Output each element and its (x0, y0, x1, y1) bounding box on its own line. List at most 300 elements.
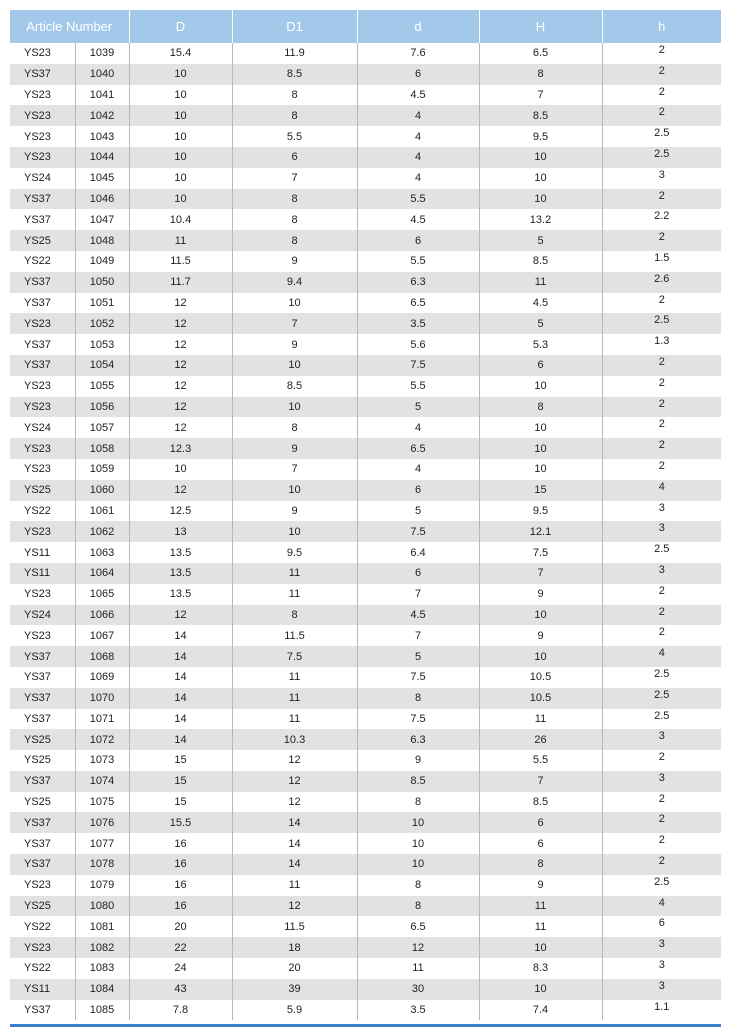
D1-cell: 18 (232, 937, 357, 958)
D1-cell: 11 (232, 875, 357, 896)
H-cell: 6 (479, 833, 602, 854)
D-cell: 10 (129, 126, 232, 147)
article-cell: 1066 (75, 605, 129, 626)
table-row (10, 397, 721, 418)
table-row (10, 105, 721, 126)
d-cell: 4 (357, 105, 479, 126)
table-bottom-rule (10, 1024, 721, 1027)
table-row (10, 1000, 721, 1021)
D-cell: 14 (129, 646, 232, 667)
h-cell: 2 (602, 105, 721, 126)
table-body (10, 43, 721, 1020)
table-header (10, 10, 721, 43)
d-cell: 8 (357, 896, 479, 917)
article-cell: 1050 (75, 272, 129, 293)
table-row (10, 376, 721, 397)
series-cell: YS23 (10, 937, 75, 958)
H-cell: 11 (479, 916, 602, 937)
series-cell: YS37 (24, 671, 51, 684)
table-row (10, 126, 721, 147)
series-cell: YS37 (24, 1004, 51, 1017)
D-cell: 15 (129, 792, 232, 813)
table-row (10, 771, 721, 792)
h-cell: 2 (602, 397, 721, 418)
D1-cell: 11 (232, 709, 357, 730)
h-cell: 3 (602, 771, 721, 792)
d-cell: 7.5 (357, 709, 479, 730)
h-cell: 3 (602, 729, 721, 750)
d-cell: 11 (357, 958, 479, 979)
H-cell: 7.5 (479, 542, 602, 563)
article-cell: 1080 (75, 896, 129, 917)
D-cell: 12.5 (129, 501, 232, 522)
article-cell: 1064 (75, 563, 129, 584)
h-cell: 2 (602, 750, 721, 771)
H-cell: 10 (479, 937, 602, 958)
table-row (10, 875, 721, 896)
D1-cell: 9.5 (232, 542, 357, 563)
H-cell: 4.5 (479, 293, 602, 314)
article-cell: 1070 (75, 688, 129, 709)
table-row (10, 355, 721, 376)
d-cell: 9 (357, 750, 479, 771)
table-row (10, 272, 721, 293)
series-cell: YS11 (10, 979, 75, 1000)
H-cell: 10 (479, 605, 602, 626)
article-cell: 1049 (75, 251, 129, 272)
D1-cell: 8 (232, 417, 357, 438)
D1-cell: 8 (232, 209, 357, 230)
article-cell: 1056 (75, 397, 129, 418)
spec-table-container (10, 10, 721, 1020)
series-cell: YS23 (24, 88, 51, 101)
h-cell: 2 (602, 605, 721, 626)
d-cell: 5.5 (357, 189, 479, 210)
D-cell: 14 (129, 688, 232, 709)
table-row (10, 64, 721, 85)
article-cell: 1045 (75, 168, 129, 189)
D-cell: 14 (129, 729, 232, 750)
article-cell: 1085 (75, 1000, 129, 1021)
D-cell: 12 (129, 334, 232, 355)
h-cell: 1.5 (602, 251, 721, 272)
spec-table (10, 10, 721, 1020)
article-cell: 1042 (75, 105, 129, 126)
D-cell: 10 (129, 85, 232, 106)
table-row (10, 667, 721, 688)
article-cell: 1060 (75, 480, 129, 501)
h-cell: 2 (602, 584, 721, 605)
H-cell: 15 (479, 480, 602, 501)
article-cell: 1077 (75, 833, 129, 854)
D-cell: 14 (129, 625, 232, 646)
series-cell: YS25 (24, 796, 51, 809)
D-cell: 10 (129, 64, 232, 85)
article-cell: 1074 (75, 771, 129, 792)
table-row (10, 646, 721, 667)
H-cell: 5.3 (479, 334, 602, 355)
series-cell: YS23 (24, 629, 51, 642)
series-cell: YS25 (10, 480, 75, 501)
h-cell: 4 (602, 646, 721, 667)
D-cell: 16 (129, 833, 232, 854)
h-cell: 2 (602, 189, 721, 210)
series-cell: YS23 (10, 105, 75, 126)
D1-cell: 9 (232, 251, 357, 272)
h-cell: 2.5 (602, 126, 721, 147)
series-cell: YS37 (10, 812, 75, 833)
D1-cell: 9.4 (232, 272, 357, 293)
table-row (10, 501, 721, 522)
D-cell: 7.8 (129, 1000, 232, 1021)
h-cell: 2 (602, 812, 721, 833)
h-cell: 3 (602, 958, 721, 979)
D1-cell: 8 (232, 85, 357, 106)
D1-cell: 7 (232, 459, 357, 480)
H-cell: 6.5 (479, 43, 602, 64)
h-cell: 2 (602, 792, 721, 813)
d-cell: 5.5 (357, 251, 479, 272)
D-cell: 16 (129, 875, 232, 896)
table-row (10, 584, 721, 605)
article-cell: 1040 (75, 64, 129, 85)
D1-cell: 11 (232, 563, 357, 584)
D1-cell: 14 (232, 854, 357, 875)
H-cell: 9.5 (479, 501, 602, 522)
table-row (10, 313, 721, 334)
series-cell: YS24 (24, 172, 51, 185)
D1-cell: 11 (232, 667, 357, 688)
h-cell: 2 (602, 43, 721, 64)
D1-cell: 7 (232, 168, 357, 189)
table-row (10, 709, 721, 730)
H-cell: 9 (479, 875, 602, 896)
h-cell: 3 (602, 979, 721, 1000)
d-cell: 8 (357, 688, 479, 709)
table-row (10, 792, 721, 813)
d-cell: 4 (357, 126, 479, 147)
D-cell: 13.5 (129, 584, 232, 605)
D1-cell: 8.5 (232, 64, 357, 85)
article-cell: 1084 (75, 979, 129, 1000)
d-cell: 6 (357, 230, 479, 251)
d-cell: 10 (357, 812, 479, 833)
series-cell: YS23 (24, 588, 51, 601)
series-cell: YS23 (10, 313, 75, 334)
H-cell: 9 (479, 584, 602, 605)
article-cell: 1072 (75, 729, 129, 750)
article-cell: 1048 (75, 230, 129, 251)
D-cell: 10 (129, 168, 232, 189)
H-cell: 9 (479, 625, 602, 646)
D-cell: 14 (129, 667, 232, 688)
d-cell: 4.5 (357, 209, 479, 230)
series-cell: YS23 (24, 463, 51, 476)
D-cell: 13 (129, 521, 232, 542)
series-cell: YS37 (24, 338, 51, 351)
D-cell: 16 (129, 854, 232, 875)
H-cell: 11 (479, 896, 602, 917)
H-cell: 7 (479, 85, 602, 106)
article-cell: 1065 (75, 584, 129, 605)
series-cell: YS23 (10, 521, 75, 542)
D-cell: 24 (129, 958, 232, 979)
D-cell: 14 (129, 709, 232, 730)
table-row (10, 833, 721, 854)
H-cell: 10.5 (479, 688, 602, 709)
series-cell: YS25 (10, 896, 75, 917)
H-cell: 8.5 (479, 792, 602, 813)
h-cell: 2.5 (602, 667, 721, 688)
h-cell: 3 (602, 501, 721, 522)
d-cell: 3.5 (357, 1000, 479, 1021)
table-row (10, 563, 721, 584)
article-cell: 1071 (75, 709, 129, 730)
H-cell: 8 (479, 854, 602, 875)
H-cell: 6 (479, 355, 602, 376)
D-cell: 16 (129, 896, 232, 917)
article-cell: 1068 (75, 646, 129, 667)
H-cell: 7 (479, 563, 602, 584)
D1-cell: 6 (232, 147, 357, 168)
article-cell: 1039 (75, 43, 129, 64)
H-cell: 26 (479, 729, 602, 750)
D-cell: 10 (129, 459, 232, 480)
article-cell: 1063 (75, 542, 129, 563)
D-cell: 20 (129, 916, 232, 937)
article-cell: 1052 (75, 313, 129, 334)
series-cell: YS22 (24, 255, 51, 268)
article-cell: 1059 (75, 459, 129, 480)
table-row (10, 625, 721, 646)
h-cell: 2.2 (602, 209, 721, 230)
d-cell: 30 (357, 979, 479, 1000)
table-row (10, 688, 721, 709)
table-row (10, 729, 721, 750)
d-cell: 6.5 (357, 438, 479, 459)
H-cell: 10 (479, 168, 602, 189)
header-d: d (357, 10, 479, 43)
D-cell: 12 (129, 417, 232, 438)
series-cell: YS23 (10, 147, 75, 168)
D1-cell: 10 (232, 355, 357, 376)
D1-cell: 8 (232, 230, 357, 251)
article-cell: 1041 (75, 85, 129, 106)
series-cell: YS37 (24, 837, 51, 850)
D-cell: 22 (129, 937, 232, 958)
d-cell: 7 (357, 625, 479, 646)
series-cell: YS37 (24, 712, 51, 725)
H-cell: 10.5 (479, 667, 602, 688)
article-cell: 1051 (75, 293, 129, 314)
table-row (10, 251, 721, 272)
table-row (10, 293, 721, 314)
header-h: h (602, 10, 721, 43)
article-cell: 1067 (75, 625, 129, 646)
header-H: H (479, 10, 602, 43)
D1-cell: 8 (232, 105, 357, 126)
h-cell: 2 (602, 417, 721, 438)
D1-cell: 10 (232, 293, 357, 314)
D1-cell: 10 (232, 521, 357, 542)
series-cell: YS23 (24, 879, 51, 892)
d-cell: 7.5 (357, 667, 479, 688)
H-cell: 8.5 (479, 251, 602, 272)
series-cell: YS22 (24, 962, 51, 975)
table-row (10, 147, 721, 168)
D1-cell: 11.5 (232, 916, 357, 937)
H-cell: 10 (479, 438, 602, 459)
D1-cell: 8.5 (232, 376, 357, 397)
d-cell: 8 (357, 875, 479, 896)
D1-cell: 11 (232, 688, 357, 709)
D1-cell: 8 (232, 189, 357, 210)
d-cell: 4 (357, 168, 479, 189)
table-row (10, 854, 721, 875)
table-row (10, 459, 721, 480)
table-row (10, 605, 721, 626)
h-cell: 2.5 (602, 147, 721, 168)
series-cell: YS11 (24, 546, 51, 559)
D1-cell: 11 (232, 584, 357, 605)
H-cell: 10 (479, 189, 602, 210)
D-cell: 12 (129, 397, 232, 418)
table-row (10, 43, 721, 64)
series-cell: YS25 (24, 754, 51, 767)
d-cell: 4.5 (357, 605, 479, 626)
article-cell: 1043 (75, 126, 129, 147)
d-cell: 6.5 (357, 293, 479, 314)
article-cell: 1075 (75, 792, 129, 813)
H-cell: 12.1 (479, 521, 602, 542)
h-cell: 1.3 (602, 334, 721, 355)
d-cell: 7.5 (357, 521, 479, 542)
table-row (10, 417, 721, 438)
D-cell: 11.7 (129, 272, 232, 293)
D-cell: 10 (129, 147, 232, 168)
series-cell: YS37 (10, 646, 75, 667)
d-cell: 4 (357, 459, 479, 480)
series-cell: YS37 (10, 189, 75, 210)
d-cell: 5.6 (357, 334, 479, 355)
series-cell: YS37 (24, 213, 51, 226)
H-cell: 11 (479, 272, 602, 293)
series-cell: YS22 (24, 920, 51, 933)
D-cell: 13.5 (129, 563, 232, 584)
D1-cell: 9 (232, 438, 357, 459)
series-cell: YS11 (10, 563, 75, 584)
series-cell: YS37 (10, 64, 75, 85)
article-cell: 1047 (75, 209, 129, 230)
h-cell: 2 (602, 293, 721, 314)
D1-cell: 12 (232, 896, 357, 917)
article-cell: 1076 (75, 812, 129, 833)
d-cell: 10 (357, 854, 479, 875)
table-row (10, 896, 721, 917)
D1-cell: 12 (232, 792, 357, 813)
h-cell: 4 (602, 896, 721, 917)
table-row (10, 438, 721, 459)
d-cell: 8.5 (357, 771, 479, 792)
table-row (10, 480, 721, 501)
D1-cell: 8 (232, 605, 357, 626)
H-cell: 10 (479, 646, 602, 667)
D-cell: 12 (129, 480, 232, 501)
h-cell: 2 (602, 355, 721, 376)
series-cell: YS37 (10, 272, 75, 293)
D-cell: 12 (129, 355, 232, 376)
table-row (10, 189, 721, 210)
D1-cell: 11.9 (232, 43, 357, 64)
D1-cell: 9 (232, 334, 357, 355)
D-cell: 12 (129, 605, 232, 626)
series-cell: YS23 (10, 438, 75, 459)
h-cell: 2.6 (602, 272, 721, 293)
D-cell: 11 (129, 230, 232, 251)
series-cell: YS22 (24, 504, 51, 517)
H-cell: 7 (479, 771, 602, 792)
d-cell: 7.6 (357, 43, 479, 64)
D1-cell: 14 (232, 833, 357, 854)
article-cell: 1046 (75, 189, 129, 210)
d-cell: 4 (357, 147, 479, 168)
D-cell: 12 (129, 313, 232, 334)
d-cell: 6.4 (357, 542, 479, 563)
series-cell: YS37 (10, 854, 75, 875)
article-cell: 1061 (75, 501, 129, 522)
series-cell: YS37 (10, 355, 75, 376)
D1-cell: 5.9 (232, 1000, 357, 1021)
article-cell: 1082 (75, 937, 129, 958)
h-cell: 2 (602, 833, 721, 854)
D-cell: 15.4 (129, 43, 232, 64)
h-cell: 6 (602, 916, 721, 937)
table-row (10, 812, 721, 833)
d-cell: 6 (357, 64, 479, 85)
H-cell: 5 (479, 230, 602, 251)
H-cell: 5 (479, 313, 602, 334)
table-row (10, 85, 721, 106)
table-row (10, 937, 721, 958)
series-cell: YS24 (24, 421, 51, 434)
article-cell: 1081 (75, 916, 129, 937)
table-row (10, 521, 721, 542)
h-cell: 1.1 (602, 1000, 721, 1021)
series-cell: YS25 (10, 230, 75, 251)
series-cell: YS23 (24, 47, 51, 60)
series-cell: YS37 (24, 296, 51, 309)
h-cell: 2.5 (602, 709, 721, 730)
D-cell: 10 (129, 105, 232, 126)
D1-cell: 39 (232, 979, 357, 1000)
series-cell: YS24 (10, 605, 75, 626)
series-cell: YS25 (10, 729, 75, 750)
D1-cell: 10.3 (232, 729, 357, 750)
d-cell: 6.3 (357, 729, 479, 750)
H-cell: 13.2 (479, 209, 602, 230)
H-cell: 10 (479, 459, 602, 480)
D-cell: 12.3 (129, 438, 232, 459)
article-cell: 1055 (75, 376, 129, 397)
H-cell: 10 (479, 147, 602, 168)
D-cell: 12 (129, 293, 232, 314)
H-cell: 10 (479, 417, 602, 438)
D-cell: 15 (129, 771, 232, 792)
d-cell: 10 (357, 833, 479, 854)
D-cell: 10.4 (129, 209, 232, 230)
D1-cell: 12 (232, 750, 357, 771)
article-cell: 1083 (75, 958, 129, 979)
